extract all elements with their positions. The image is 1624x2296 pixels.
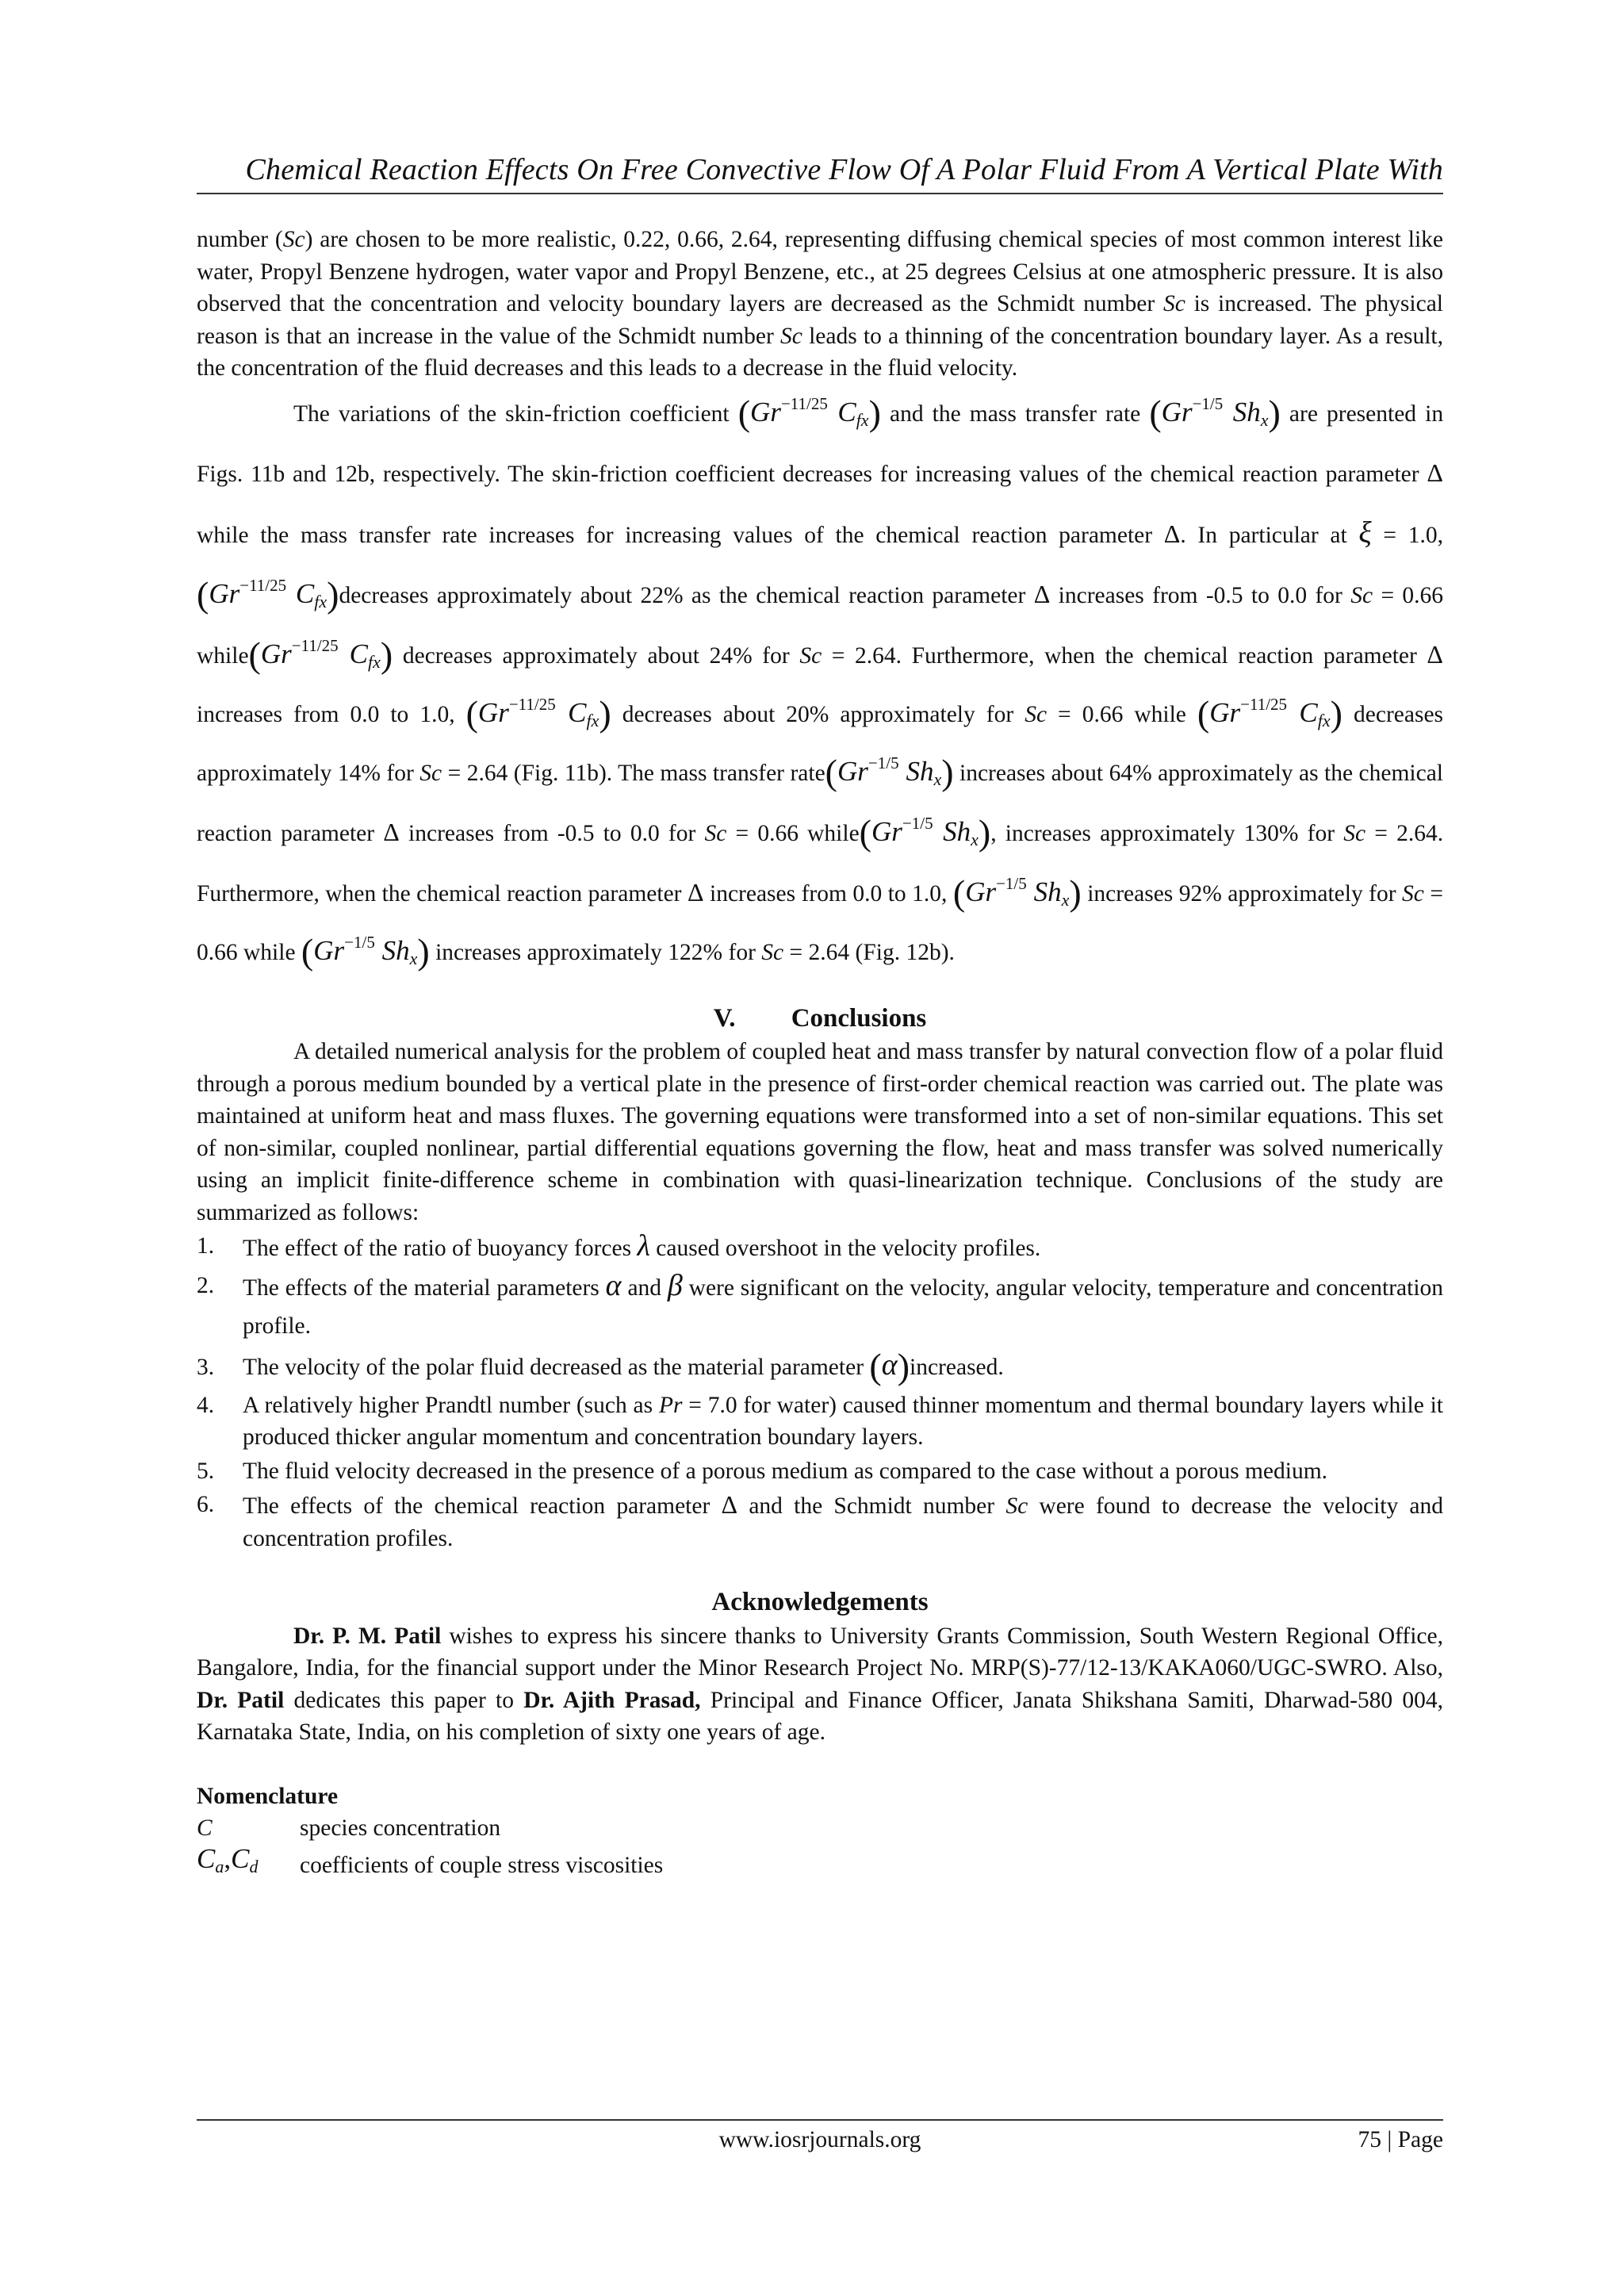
footer-site: www.iosrjournals.org [718, 2127, 921, 2152]
list-item: 2. The effects of the material parameters α and β were significant on the velocity, angular velocity, temperature and concentration profile. [197, 1268, 1444, 1339]
section-heading-conclusions: V. Conclusions [713, 1003, 927, 1033]
page [197, 0, 1443, 2296]
header-rule [197, 193, 1443, 194]
paragraph-skin-friction: The variations of the skin-friction coefficient ($Gr^{-11/25}$ $C_{fx}$) and the mass transfer rate ($Gr^{-1/5}$ $Sh_x$) are presented in Figs. 11b and 12b, respectively. The skin-friction coefficient decreases for increasing values of the chemical reaction parameter Δ while the mass transfer rate increases for increasing values of the chemical reaction parameter Δ. In particular at ξ = 1.0, ($Gr^{-11/25}$ $C_{fx})decreases$ approximately about 22% as the chemical reaction parameter Δ increases from -0.5 to 0.0 for Sc = 0.66 $while(Gr^{-11/25}$ $C_{fx}$) decreases approximately about 24% for Sc = 2.64. Furthermore, when the chemical reaction parameter Δ increases from 0.0 to 1.0, ($Gr^{-11/25}$ $C_{fx}$) decreases about 20% approximately for Sc = 0.66 while ($Gr^{-11/25}$ $C_{fx}$) decreases approximately 14% for Sc = 2.64 (Fig. 11b). The mass transfer $rate(Gr^{-1/5}$ $Sh_x$) increases about 64% approximately as the chemical reaction parameter Δ increases from -0.5 to 0.0 for Sc = 0.66 $while(Gr^{-1/5}$ $Sh_x$), increases approximately 130% for Sc = 2.64. Furthermore, when the chemical reaction parameter Δ increases from 0.0 to 1.0, ($Gr^{-1/5}$ $Sh_x$) increases 92% approximately for Sc = 0.66 while ($Gr^{-1/5}$ $Sh_x$) increases approximately 122% for Sc = 2.64 (Fig. 12b). [197, 392, 1444, 972]
section-heading-acknowledgements: Acknowledgements [711, 1588, 929, 1616]
gr-shx-expression: ($Gr^{-1/5}$ $Sh_x$) [1149, 392, 1281, 433]
list-item: 4. A relatively higher Prandtl number (such as Pr = 7.0 for water) caused thinner momentum and thermal boundary layers while it produced thicker angular momentum and concentration boundary layers. [197, 1392, 1443, 1450]
list-item: 5. The fluid velocity decreased in the presence of a porous medium as compared to the case without a porous medium. [197, 1458, 1328, 1484]
nomenclature-title: Nomenclature [197, 1783, 339, 1809]
page-body [197, 224, 1443, 1886]
acknowledgements-text: Dr. P. M. Patil wishes to express his sincere thanks to University Grants Commission, South Western Regional Office, Bangalore, India, for the financial support under the Minor Research Project No. MRP(S)-77/12-13/KAKA060/UGC-SWRO. Also, Dr. Patil dedicates this paper to Dr. Ajith Prasad, Principal and Finance Officer, Janata Shikshana Samiti, Dharwad-580 004, Karnataka State, India, on his completion of sixty one years of age. [197, 1623, 1443, 1745]
list-item: 3. The velocity of the polar fluid decreased as the material parameter (α)increased. [197, 1345, 1004, 1386]
nomenclature-row: C species concentration [197, 1815, 501, 1841]
conclusions-list [197, 1230, 1443, 1554]
page-number: 75 | Page [1358, 2127, 1443, 2152]
gr-cfx-expression: ($Gr^{-11/25}$ $C_{fx}$) [737, 392, 881, 433]
list-item: 1. The effect of the ratio of buoyancy forces λ caused overshoot in the velocity profiles. [197, 1229, 1041, 1263]
footer-rule [197, 2119, 1443, 2121]
list-item: 6. The effects of the chemical reaction parameter Δ and the Schmidt number Sc were found to decrease the velocity and concentration profiles. [197, 1490, 1444, 1551]
nomenclature-row: $C_a,C_d$ coefficients of couple stress viscosities [197, 1842, 664, 1878]
running-title: Chemical Reaction Effects On Free Convective Flow Of A Polar Fluid From A Vertical Plate With [245, 153, 1443, 186]
paragraph-sc-results: number (Sc) are chosen to be more realistic, 0.22, 0.66, 2.64, representing diffusing chemical species of most common interest like water, Propyl Benzene hydrogen, water vapor and Propyl Benzene, etc., at 25 degrees Celsius at one atmospheric pressure. It is also observed that the concentration and velocity boundary layers are decreased as the Schmidt number Sc is increased. The physical reason is that an increase in the value of the Schmidt number Sc leads to a thinning of the concentration boundary layer. As a result, the concentration of the fluid decreases and this leads to a decrease in the fluid velocity. [197, 227, 1443, 381]
conclusions-intro: A detailed numerical analysis for the problem of coupled heat and mass transfer by natural convection flow of a polar fluid through a porous medium bounded by a vertical plate in the presence of first-order chemical reaction was carried out. The plate was maintained at uniform heat and mass fluxes. The governing equations were transformed into a set of non-similar equations. This set of non-similar, coupled nonlinear, partial differential equations governing the flow, heat and mass transfer was solved numerically using an implicit finite-difference scheme in combination with quasi-linearization technique. Conclusions of the study are summarized as follows: [197, 1039, 1443, 1225]
